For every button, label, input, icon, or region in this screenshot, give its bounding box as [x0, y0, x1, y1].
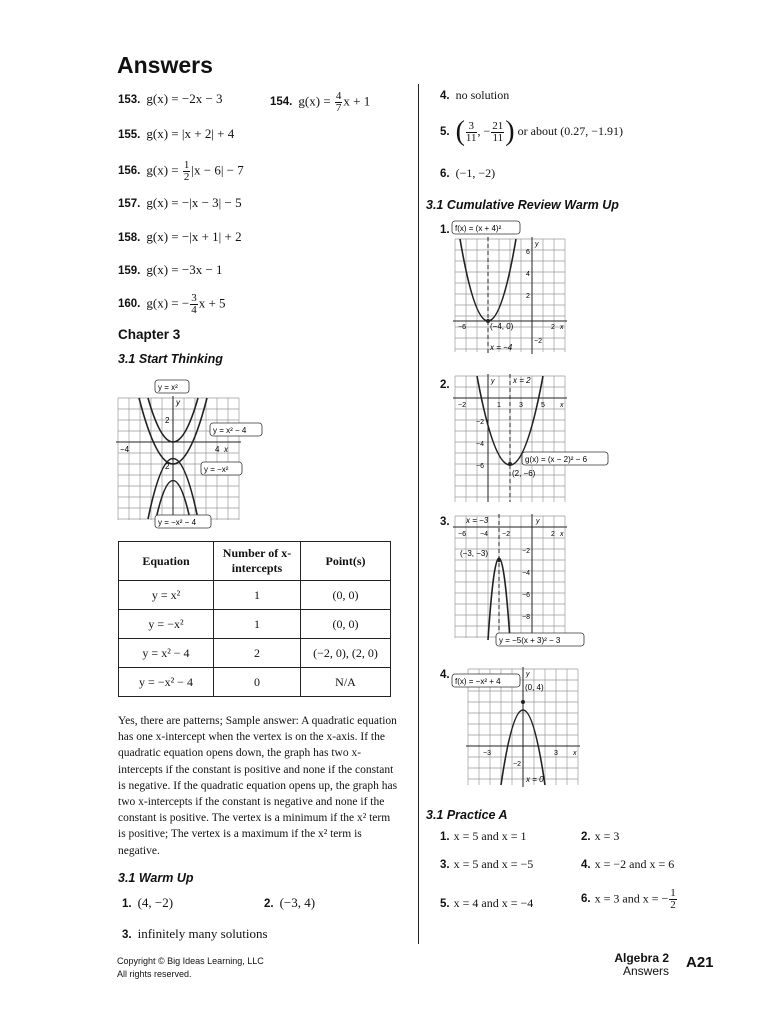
practice-1: 1. x = 5 and x = 1	[440, 829, 527, 843]
vertex-label: (−4, 0)	[490, 322, 514, 331]
warm-up-1: 1. (4, −2)	[122, 895, 174, 910]
svg-text:−8: −8	[522, 614, 530, 621]
column-header: Equation	[119, 542, 214, 581]
svg-text:−6: −6	[476, 463, 484, 470]
svg-text:y: y	[536, 518, 540, 525]
svg-text:−2: −2	[522, 548, 530, 555]
cumulative-1-number: 1.	[440, 224, 450, 236]
footer-book-title: Algebra 2 Answers	[614, 951, 669, 978]
warm-up-6: 6. (−1, −2)	[440, 166, 496, 180]
svg-text:6: 6	[526, 249, 530, 256]
curve-label: y = −x²	[204, 465, 229, 474]
vertex-label: (−3, −3)	[460, 549, 489, 558]
curve-label: y = x² − 4	[213, 426, 247, 435]
vertex-label: (0, 4)	[525, 683, 544, 692]
chapter-heading: Chapter 3	[118, 327, 181, 342]
svg-text:x: x	[560, 531, 564, 538]
svg-text:3: 3	[519, 402, 523, 409]
fraction: $\frac{1}{2}$	[670, 887, 676, 911]
cumulative-2-number: 2.	[440, 379, 450, 391]
answer-159: 159. g(x) = −3x − 1	[118, 262, 223, 277]
answer-154: 154. g(x) = $\frac{4}{7}$ x + 1	[270, 90, 371, 114]
fraction: $\frac{21}{11}$	[492, 119, 504, 144]
answer-160: 160. g(x) = − $\frac{3}{4}$ x + 5	[118, 292, 226, 316]
svg-text:x: x	[560, 402, 564, 409]
axis-of-symmetry-label: x = −3	[466, 516, 489, 525]
svg-text:x: x	[560, 324, 564, 331]
tick-label: 2	[165, 462, 170, 471]
svg-text:−2: −2	[513, 761, 521, 768]
cumulative-graph-4	[450, 665, 590, 789]
table-row: y = −x² − 4 0 N/A	[119, 668, 391, 697]
cumulative-graph-1	[450, 219, 575, 355]
practice-5: 5. x = 4 and x = −4	[440, 896, 534, 910]
svg-text:2: 2	[526, 293, 530, 300]
page-number: A21	[686, 954, 714, 971]
svg-text:−4: −4	[522, 570, 530, 577]
footer-copyright: Copyright © Big Ideas Learning, LLC All rights reserved.	[117, 956, 264, 979]
table-header-row	[119, 542, 391, 581]
warm-up-heading: 3.1 Warm Up	[118, 871, 194, 885]
fraction: $\frac{3}{11}$	[465, 119, 477, 144]
column-divider	[418, 84, 419, 944]
cumulative-4-number: 4.	[440, 669, 450, 681]
function-label: g(x) = (x − 2)² − 6	[525, 455, 588, 464]
svg-text:x: x	[573, 750, 577, 757]
answer-156: 156. g(x) = $\frac{1}{2}$ |x − 6| − 7	[118, 159, 244, 183]
practice-4: 4. x = −2 and x = 6	[581, 857, 675, 871]
warm-up-2: 2. (−3, 4)	[264, 895, 316, 910]
svg-text:−2: −2	[534, 338, 542, 345]
svg-text:−6: −6	[522, 592, 530, 599]
function-label: f(x) = −x² + 4	[455, 677, 501, 686]
cumulative-graph-3	[450, 512, 590, 650]
page-title: Answers	[117, 52, 213, 78]
svg-text:2: 2	[551, 324, 555, 331]
svg-text:−6: −6	[458, 531, 466, 538]
svg-text:2: 2	[551, 531, 555, 538]
answer-158: 158. g(x) = −|x + 1| + 2	[118, 229, 242, 244]
table-row: y = x² − 4 2 (−2, 0), (2, 0)	[119, 639, 391, 668]
practice-6: 6. x = 3 and x = − $\frac{1}{2}$	[581, 887, 676, 911]
practice-3: 3. x = 5 and x = −5	[440, 857, 534, 871]
axis-label: y	[176, 398, 180, 407]
svg-text:−6: −6	[458, 324, 466, 331]
column-header: Number of x-intercepts	[214, 542, 301, 581]
svg-text:1: 1	[497, 402, 501, 409]
svg-text:−4: −4	[480, 531, 488, 538]
practice-2: 2. x = 3	[581, 829, 620, 843]
svg-text:−2: −2	[476, 419, 484, 426]
cumulative-3-number: 3.	[440, 516, 450, 528]
table-row: y = −x² 1 (0, 0)	[119, 610, 391, 639]
svg-text:y: y	[526, 671, 530, 678]
practice-a-heading: 3.1 Practice A	[426, 808, 508, 822]
cumulative-graph-2	[450, 372, 615, 504]
svg-text:3: 3	[554, 750, 558, 757]
vertex-label: (2, −6)	[512, 469, 536, 478]
warm-up-3: 3. infinitely many solutions	[122, 926, 268, 941]
start-thinking-graph	[112, 378, 272, 530]
function-label: f(x) = (x + 4)²	[455, 224, 502, 233]
axis-of-symmetry-label: x = 2	[513, 376, 531, 385]
svg-text:4: 4	[526, 271, 530, 278]
axis-of-symmetry-label: x = 0	[526, 775, 544, 784]
start-thinking-heading: 3.1 Start Thinking	[118, 352, 223, 366]
svg-text:−2: −2	[458, 402, 466, 409]
answer-155: 155. g(x) = |x + 2| + 4	[118, 126, 235, 141]
svg-text:y: y	[491, 378, 495, 385]
cumulative-review-heading: 3.1 Cumulative Review Warm Up	[426, 198, 619, 212]
warm-up-4: 4. no solution	[440, 88, 510, 102]
answer-153: 153. g(x) = −2x − 3	[118, 91, 223, 106]
fraction: $\frac{4}{7}$	[335, 90, 342, 114]
pattern-explanation: Yes, there are patterns; Sample answer: A quadratic equation has one x-intercept when the vertex is on the x-axis. If the quadratic equation opens down, the graph has two x-intercepts if the constant is positive and none if the constant is negative. If the quadratic equation opens up, the graph has two x-intercepts if the constant is negative and none if the constant is positive. The vertex is a minimum if the x² term is positive; The vertex is a maximum if the x² term is negative.	[118, 715, 398, 857]
table-row: y = x² 1 (0, 0)	[119, 581, 391, 610]
equation-table	[118, 541, 391, 697]
curve-label: y = x²	[158, 383, 178, 392]
tick-label: 2	[165, 416, 170, 425]
svg-text:5: 5	[541, 402, 545, 409]
answer-157: 157. g(x) = −|x − 3| − 5	[118, 195, 242, 210]
column-header: Point(s)	[301, 542, 391, 581]
svg-text:−4: −4	[476, 441, 484, 448]
warm-up-5: 5. ( $\frac{3}{11}$ , − $\frac{21}{11}$ ) or about (0.27, −1.91)	[440, 116, 624, 147]
fraction: $\frac{3}{4}$	[191, 292, 197, 316]
axis-label: x	[224, 445, 228, 454]
axis-of-symmetry-label: x = −4	[490, 343, 513, 352]
curve-label: y = −x² − 4	[158, 518, 197, 527]
fraction: $\frac{1}{2}$	[183, 159, 190, 183]
svg-text:−3: −3	[483, 750, 491, 757]
tick-label: 4	[215, 445, 220, 454]
function-label: y = −5(x + 3)² − 3	[499, 636, 561, 645]
tick-label: −4	[120, 445, 130, 454]
svg-text:−2: −2	[502, 531, 510, 538]
svg-text:y: y	[535, 241, 539, 248]
